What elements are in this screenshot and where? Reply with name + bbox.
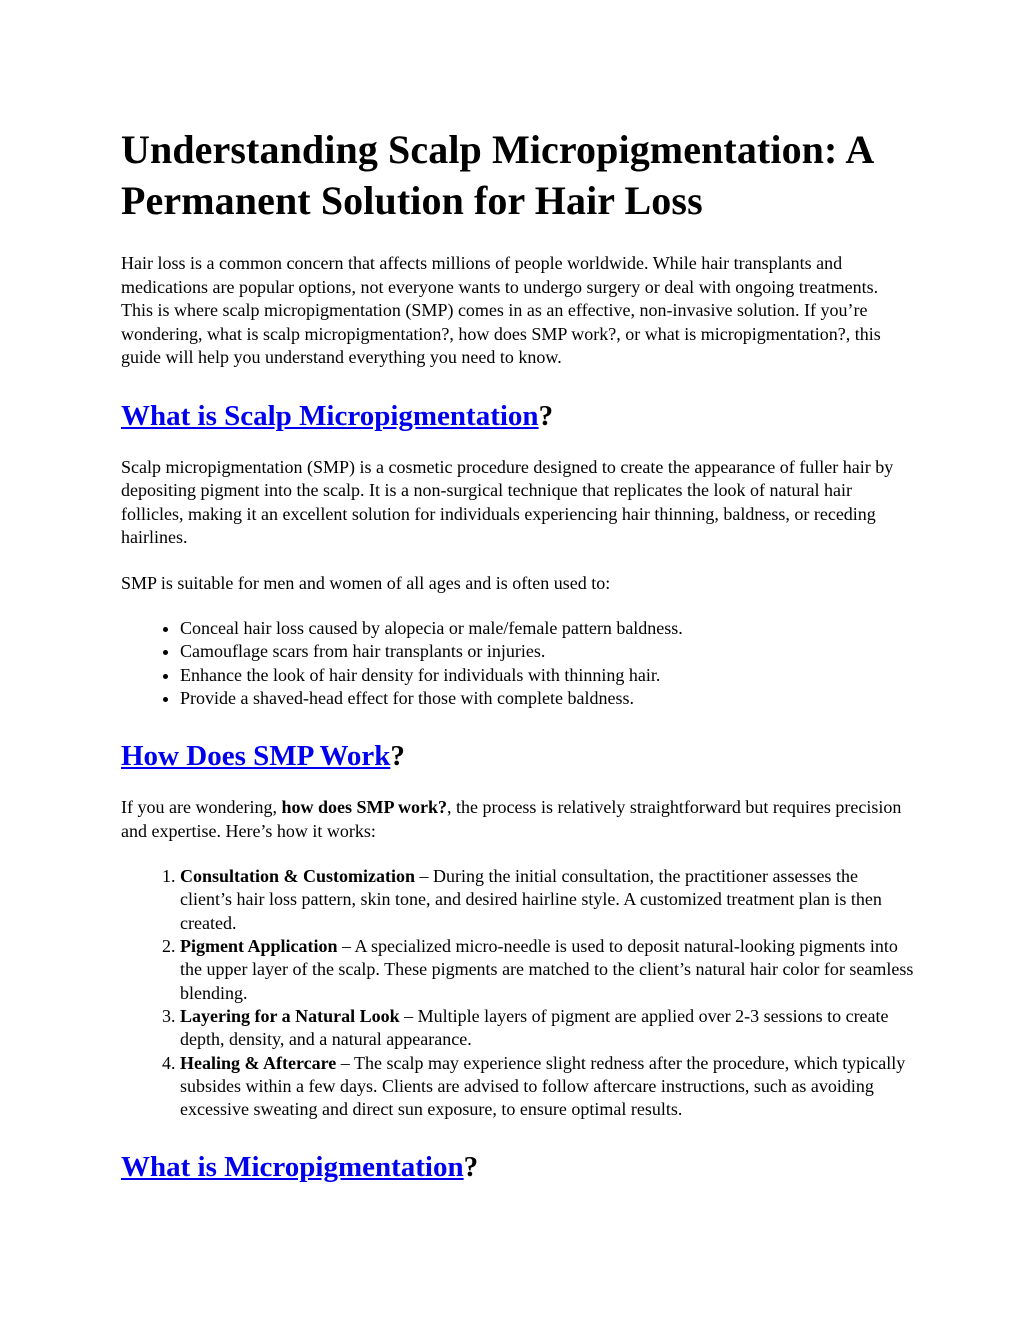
step-title: Healing & Aftercare [180,1052,337,1073]
section-heading-what-is-smp [121,398,914,434]
article-title: Understanding Scalp Micropigmentation: A Permanent Solution for Hair Loss [121,127,873,223]
heading-link-what-is-micropigmentation[interactable]: What is Micropigmentation [121,1151,464,1184]
intro-paragraph: Hair loss is a common concern that affects millions of people worldwide. While hair transplants and medications are popular options, not everyone wants to undergo surgery or deal with ongoing treatments. This is where scalp micropigmentation (SMP) comes in as an effective, non-invasive solution. If you’re wondering, what is scalp micropigmentation?, how does SMP work?, or what is micropigmentation?, this guide will help you understand everything you need to know. [121,253,881,367]
heading-link-how-smp-works[interactable]: How Does SMP Work [121,740,391,773]
step-title: Layering for a Natural Look [180,1005,400,1026]
list-item [180,1052,914,1122]
paragraph-text: If you are wondering, [121,797,282,818]
step-text: – During the initial consultation, the practitioner assesses the client’s hair loss pattern, skin tone, and desired hairline style. A customized treatment plan is then created. [180,866,882,933]
smp-uses-list [121,617,914,710]
paragraph-text: , the process is relatively straightforward but requires precision and expertise. Here’s how it works: [121,797,902,841]
list-item: • Provide a shaved-head effect for those with complete baldness. [180,687,914,710]
list-item [180,865,914,935]
heading-suffix: ? [538,399,554,432]
process-steps-list [121,865,914,1121]
heading-suffix: ? [463,1151,479,1184]
heading-suffix: ? [390,740,405,773]
step-text: – Multiple layers of pigment are applied over 2-3 sessions to create depth, density, and a natural appearance. [180,1005,889,1050]
step-text: – The scalp may experience slight redness after the procedure, which typically subsides within a few days. Clients are advised to follow aftercare instructions, such as avoiding excessive sweating and direct sun exposure, to ensure optimal results. [180,1052,906,1120]
list-item [180,935,914,1005]
list-item [180,1005,914,1052]
smp-definition-paragraph: Scalp micropigmentation (SMP) is a cosmetic procedure designed to create the appearance of fuller hair by depositing pigment into the scalp. It is a non-surgical technique that replicates the look of natural hair follicles, making it an excellent solution for individuals experiencing hair thinning, baldness, or receding hairlines. [121,456,894,547]
list-item: • Conceal hair loss caused by alopecia or male/female pattern baldness. [180,617,914,640]
step-text: – A specialized micro-needle is used to deposit natural-looking pigments into the upper layer of the scalp. These pigments are matched to the client’s natural hair color for seamless blending. [180,936,914,1003]
heading-link-what-is-smp[interactable]: What is Scalp Micropigmentation [121,399,539,432]
list-item: • Camouflage scars from hair transplants or injuries. [180,640,914,663]
how-it-works-paragraph [121,796,914,843]
list-item: • Enhance the look of hair density for individuals with thinning hair. [180,664,914,687]
section-heading-what-is-micropigmentation [121,1149,914,1185]
step-title: Pigment Application [180,936,338,957]
step-title: Consultation & Customization [180,866,416,887]
smp-usage-paragraph: SMP is suitable for men and women of all ages and is often used to: [121,572,611,593]
section-heading-how-smp-works [121,738,914,774]
paragraph-bold-text: how does SMP work? [281,797,447,818]
